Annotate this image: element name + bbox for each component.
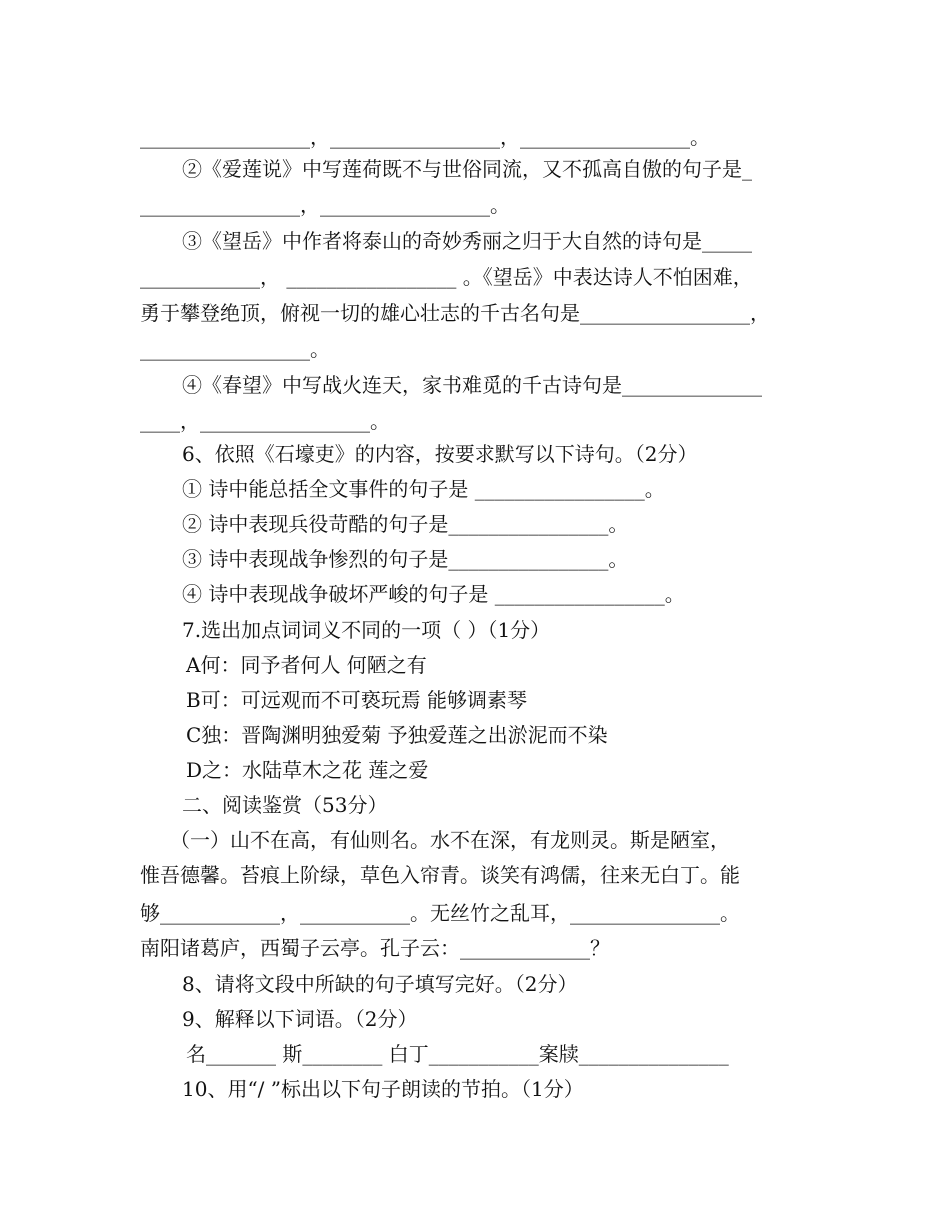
- question-7-option-d: D之：水陆草木之花 莲之爱: [186, 758, 429, 782]
- fill-blank-line: ________________，_________________。: [140, 193, 510, 217]
- fill-blank-line: _________________，_________________，_________________。: [140, 125, 710, 149]
- question-6-item: ④ 诗中表现战争破坏严峻的句子是 _________________。: [182, 582, 685, 606]
- section-heading: 二、阅读鉴赏（53分）: [182, 793, 388, 817]
- question-7-option-c: C独：晋陶渊明独爱菊 予独爱莲之出淤泥而不染: [186, 723, 608, 747]
- fill-blank-line: ____，_________________。: [140, 409, 390, 433]
- question-6-item: ① 诗中能总括全文事件的句子是 _________________。: [182, 477, 665, 501]
- question-wangyue-cont: 勇于攀登绝顶，俯视一切的雄心壮志的千古名句是_________________，: [140, 301, 770, 325]
- question-chunwang: ④《春望》中写战火连天，家书难觅的千古诗句是______________: [182, 373, 762, 397]
- question-7-option-b: B可：可远观而不可亵玩焉 能够调素琴: [186, 688, 528, 712]
- question-wangyue-cont: ____________， _________________ 。《望岳》中表达诗人不怕困难，: [140, 265, 753, 289]
- passage-line: 惟吾德馨。苔痕上阶绿，草色入帘青。谈笑有鸿儒，往来无白丁。能: [140, 863, 740, 887]
- passage-line: 南阳诸葛庐，西蜀子云亭。孔子云：_____________？: [140, 936, 610, 960]
- passage-line: 够____________，___________。无丝竹之乱耳，_______________。: [140, 901, 740, 925]
- question-6-item: ② 诗中表现兵役苛酷的句子是________________。: [182, 512, 629, 536]
- question-wangyue: ③《望岳》中作者将泰山的奇妙秀丽之归于大自然的诗句是_____: [182, 229, 752, 253]
- question-9-terms: 名_______ 斯________ 白丁___________案牍_______________: [186, 1042, 729, 1066]
- passage-line: （一）山不在高，有仙则名。水不在深，有龙则灵。斯是陋室，: [170, 828, 730, 852]
- question-6-heading: 6、依照《石壕吏》的内容，按要求默写以下诗句。（2分）: [182, 442, 698, 466]
- question-aileishuo: ②《爱莲说》中写莲荷既不与世俗同流，又不孤高自傲的句子是_: [182, 157, 752, 181]
- question-10: 10、用“/ ”标出以下句子朗读的节拍。（1分）: [182, 1077, 584, 1101]
- question-8: 8、请将文段中所缺的句子填写完好。（2分）: [182, 972, 578, 996]
- question-9: 9、解释以下词语。（2分）: [182, 1007, 418, 1031]
- fill-blank-line: _________________。: [140, 337, 330, 361]
- question-7-option-a: A何：同予者何人 何陋之有: [186, 653, 427, 677]
- question-6-item: ③ 诗中表现战争惨烈的句子是________________。: [182, 547, 629, 571]
- question-7-heading: 7.选出加点词词义不同的一项（ ）（1分）: [182, 618, 551, 642]
